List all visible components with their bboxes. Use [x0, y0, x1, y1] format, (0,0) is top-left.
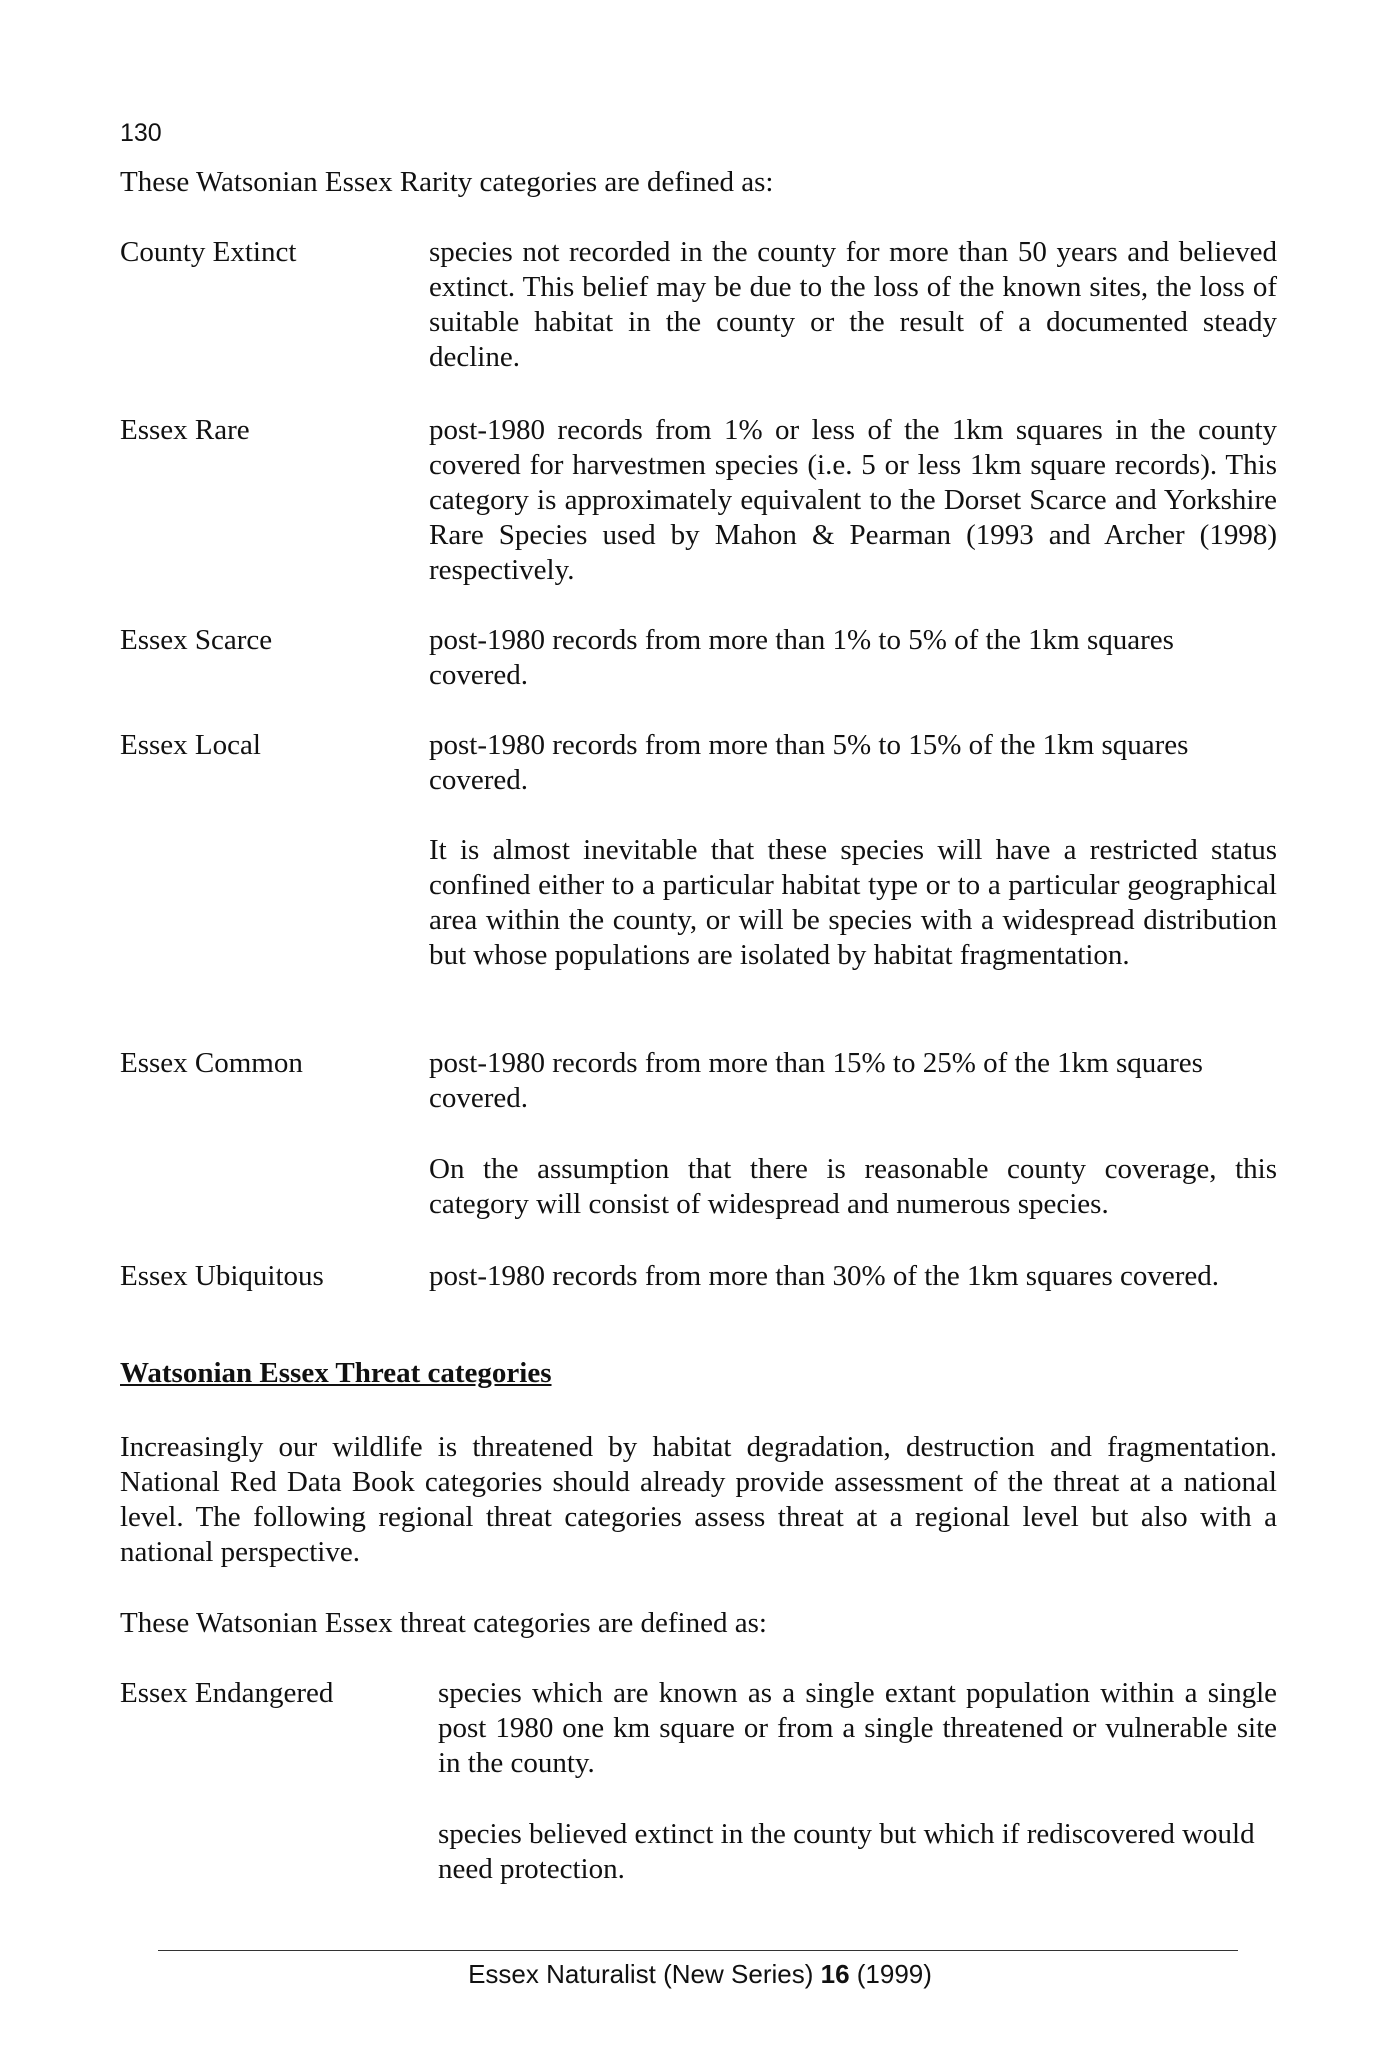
definition-essex-scarce: post-1980 records from more than 1% to 5% of the 1km squares covered. — [429, 624, 1174, 691]
definition-essex-ubiquitous: post-1980 records from more than 30% of the 1km squares covered. — [429, 1260, 1220, 1292]
note-essex-local: It is almost inevitable that these species will have a restricted status confined either to a particular habitat type or to a particular geographical area within the county, or will be species with a widespread distribution but whose populations are isolated by habitat fragmentation. — [429, 834, 1277, 971]
term-essex-endangered: Essex Endangered — [120, 1677, 334, 1709]
term-essex-local: Essex Local — [120, 729, 261, 761]
page-number: 130 — [120, 119, 162, 147]
footer-rule — [158, 1950, 1238, 1951]
threat-paragraph: Increasingly our wildlife is threatened by habitat degradation, destruction and fragmentation. National Red Data Book categories should already provide assessment of the threat at a national level. The following regional threat categories assess threat at a regional level but also with a national perspective. — [120, 1431, 1277, 1568]
definition-essex-rare: post-1980 records from 1% or less of the 1km squares in the county covered for harvestmen species (i.e. 5 or less 1km square records). This category is approximately equivalent to the Dorset Scarce and Yorkshire Rare Species used by Mahon & Pearman (1993 and Archer (1998) respectively. — [429, 414, 1277, 586]
definition-essex-endangered: species which are known as a single extant population within a single post 1980 one km square or from a single threatened or vulnerable site in the county. — [438, 1677, 1277, 1779]
threat-heading: Watsonian Essex Threat categories — [120, 1357, 552, 1389]
term-essex-common: Essex Common — [120, 1047, 303, 1079]
definition-county-extinct: species not recorded in the county for more than 50 years and believed extinct. This belief may be due to the loss of the known sites, the loss of suitable habitat in the county or the result of a documented steady decline. — [429, 236, 1277, 373]
definition-essex-local: post-1980 records from more than 5% to 15% of the 1km squares covered. — [429, 729, 1189, 796]
threat-intro: These Watsonian Essex threat categories are defined as: — [120, 1607, 767, 1639]
definition-essex-common: post-1980 records from more than 15% to 25% of the 1km squares covered. — [429, 1047, 1203, 1114]
term-county-extinct: County Extinct — [120, 236, 297, 268]
footer-journal: Essex Naturalist (New Series) — [468, 1959, 814, 1989]
footer-citation — [0, 1958, 1400, 1990]
rarity-intro: These Watsonian Essex Rarity categories are defined as: — [120, 166, 774, 198]
term-essex-rare: Essex Rare — [120, 414, 250, 446]
term-essex-ubiquitous: Essex Ubiquitous — [120, 1260, 324, 1292]
footer-volume: 16 — [820, 1959, 850, 1989]
footer-year: (1999) — [856, 1959, 932, 1989]
note-essex-endangered: species believed extinct in the county but which if rediscovered would need protection. — [438, 1818, 1255, 1885]
term-essex-scarce: Essex Scarce — [120, 624, 273, 656]
note-essex-common: On the assumption that there is reasonable county coverage, this category will consist of widespread and numerous species. — [429, 1153, 1277, 1220]
